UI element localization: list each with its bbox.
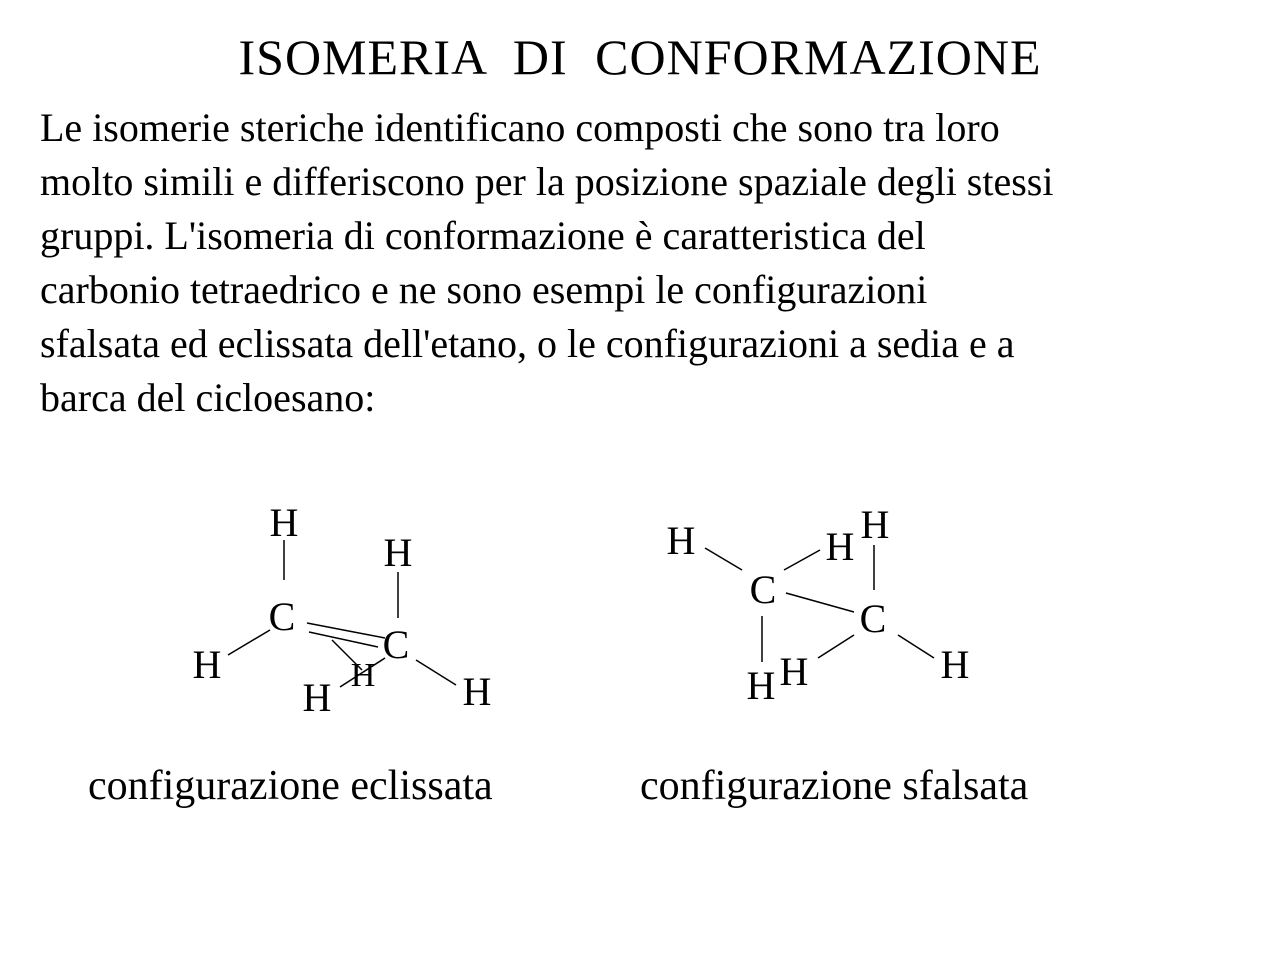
- paragraph-line: carbonio tetraedrico e ne sono esempi le configurazioni: [40, 267, 928, 312]
- atom-label: H: [192, 642, 222, 687]
- atom-label: H: [350, 657, 376, 694]
- bond: [416, 660, 456, 685]
- atom-label: C: [382, 622, 410, 667]
- paragraph-line: gruppi. L'isomeria di conformazione è caratteristica del: [40, 213, 926, 258]
- atom-label: H: [825, 524, 855, 569]
- bond: [818, 635, 854, 658]
- paragraph-line: sfalsata ed eclissata dell'etano, o le configurazioni a sedia e a: [40, 321, 1015, 366]
- paragraph-line: molto simili e differiscono per la posizione spaziale degli stessi: [40, 159, 1054, 204]
- atom-label: C: [268, 594, 296, 639]
- paragraph-line: Le isomerie steriche identificano composti che sono tra loro: [40, 105, 1000, 150]
- staggered-ethane-diagram: [650, 490, 990, 730]
- atom-label: H: [302, 675, 332, 720]
- atom-label: H: [779, 649, 809, 694]
- atom-label: C: [749, 567, 777, 612]
- paragraph-line: barca del cicloesano:: [40, 375, 376, 420]
- eclipsed-caption: configurazione eclissata: [88, 763, 493, 809]
- eclipsed-ethane-diagram: [180, 490, 520, 730]
- atom-label: H: [462, 669, 492, 714]
- atom-label: H: [860, 502, 890, 547]
- page-title: ISOMERIA DI CONFORMAZIONE: [238, 29, 1042, 85]
- staggered-caption: configurazione sfalsata: [640, 763, 1029, 809]
- atom-label: H: [383, 530, 413, 575]
- atom-label: H: [666, 518, 696, 563]
- atom-label: H: [940, 642, 970, 687]
- bond: [898, 635, 934, 658]
- bond: [786, 593, 854, 612]
- atom-label: C: [859, 596, 887, 641]
- atom-label: H: [269, 500, 299, 545]
- bond: [784, 550, 820, 570]
- bond: [705, 548, 742, 570]
- description-paragraph: [40, 101, 1260, 425]
- bond: [228, 630, 270, 655]
- atom-label: H: [746, 663, 776, 708]
- bond: [307, 623, 385, 638]
